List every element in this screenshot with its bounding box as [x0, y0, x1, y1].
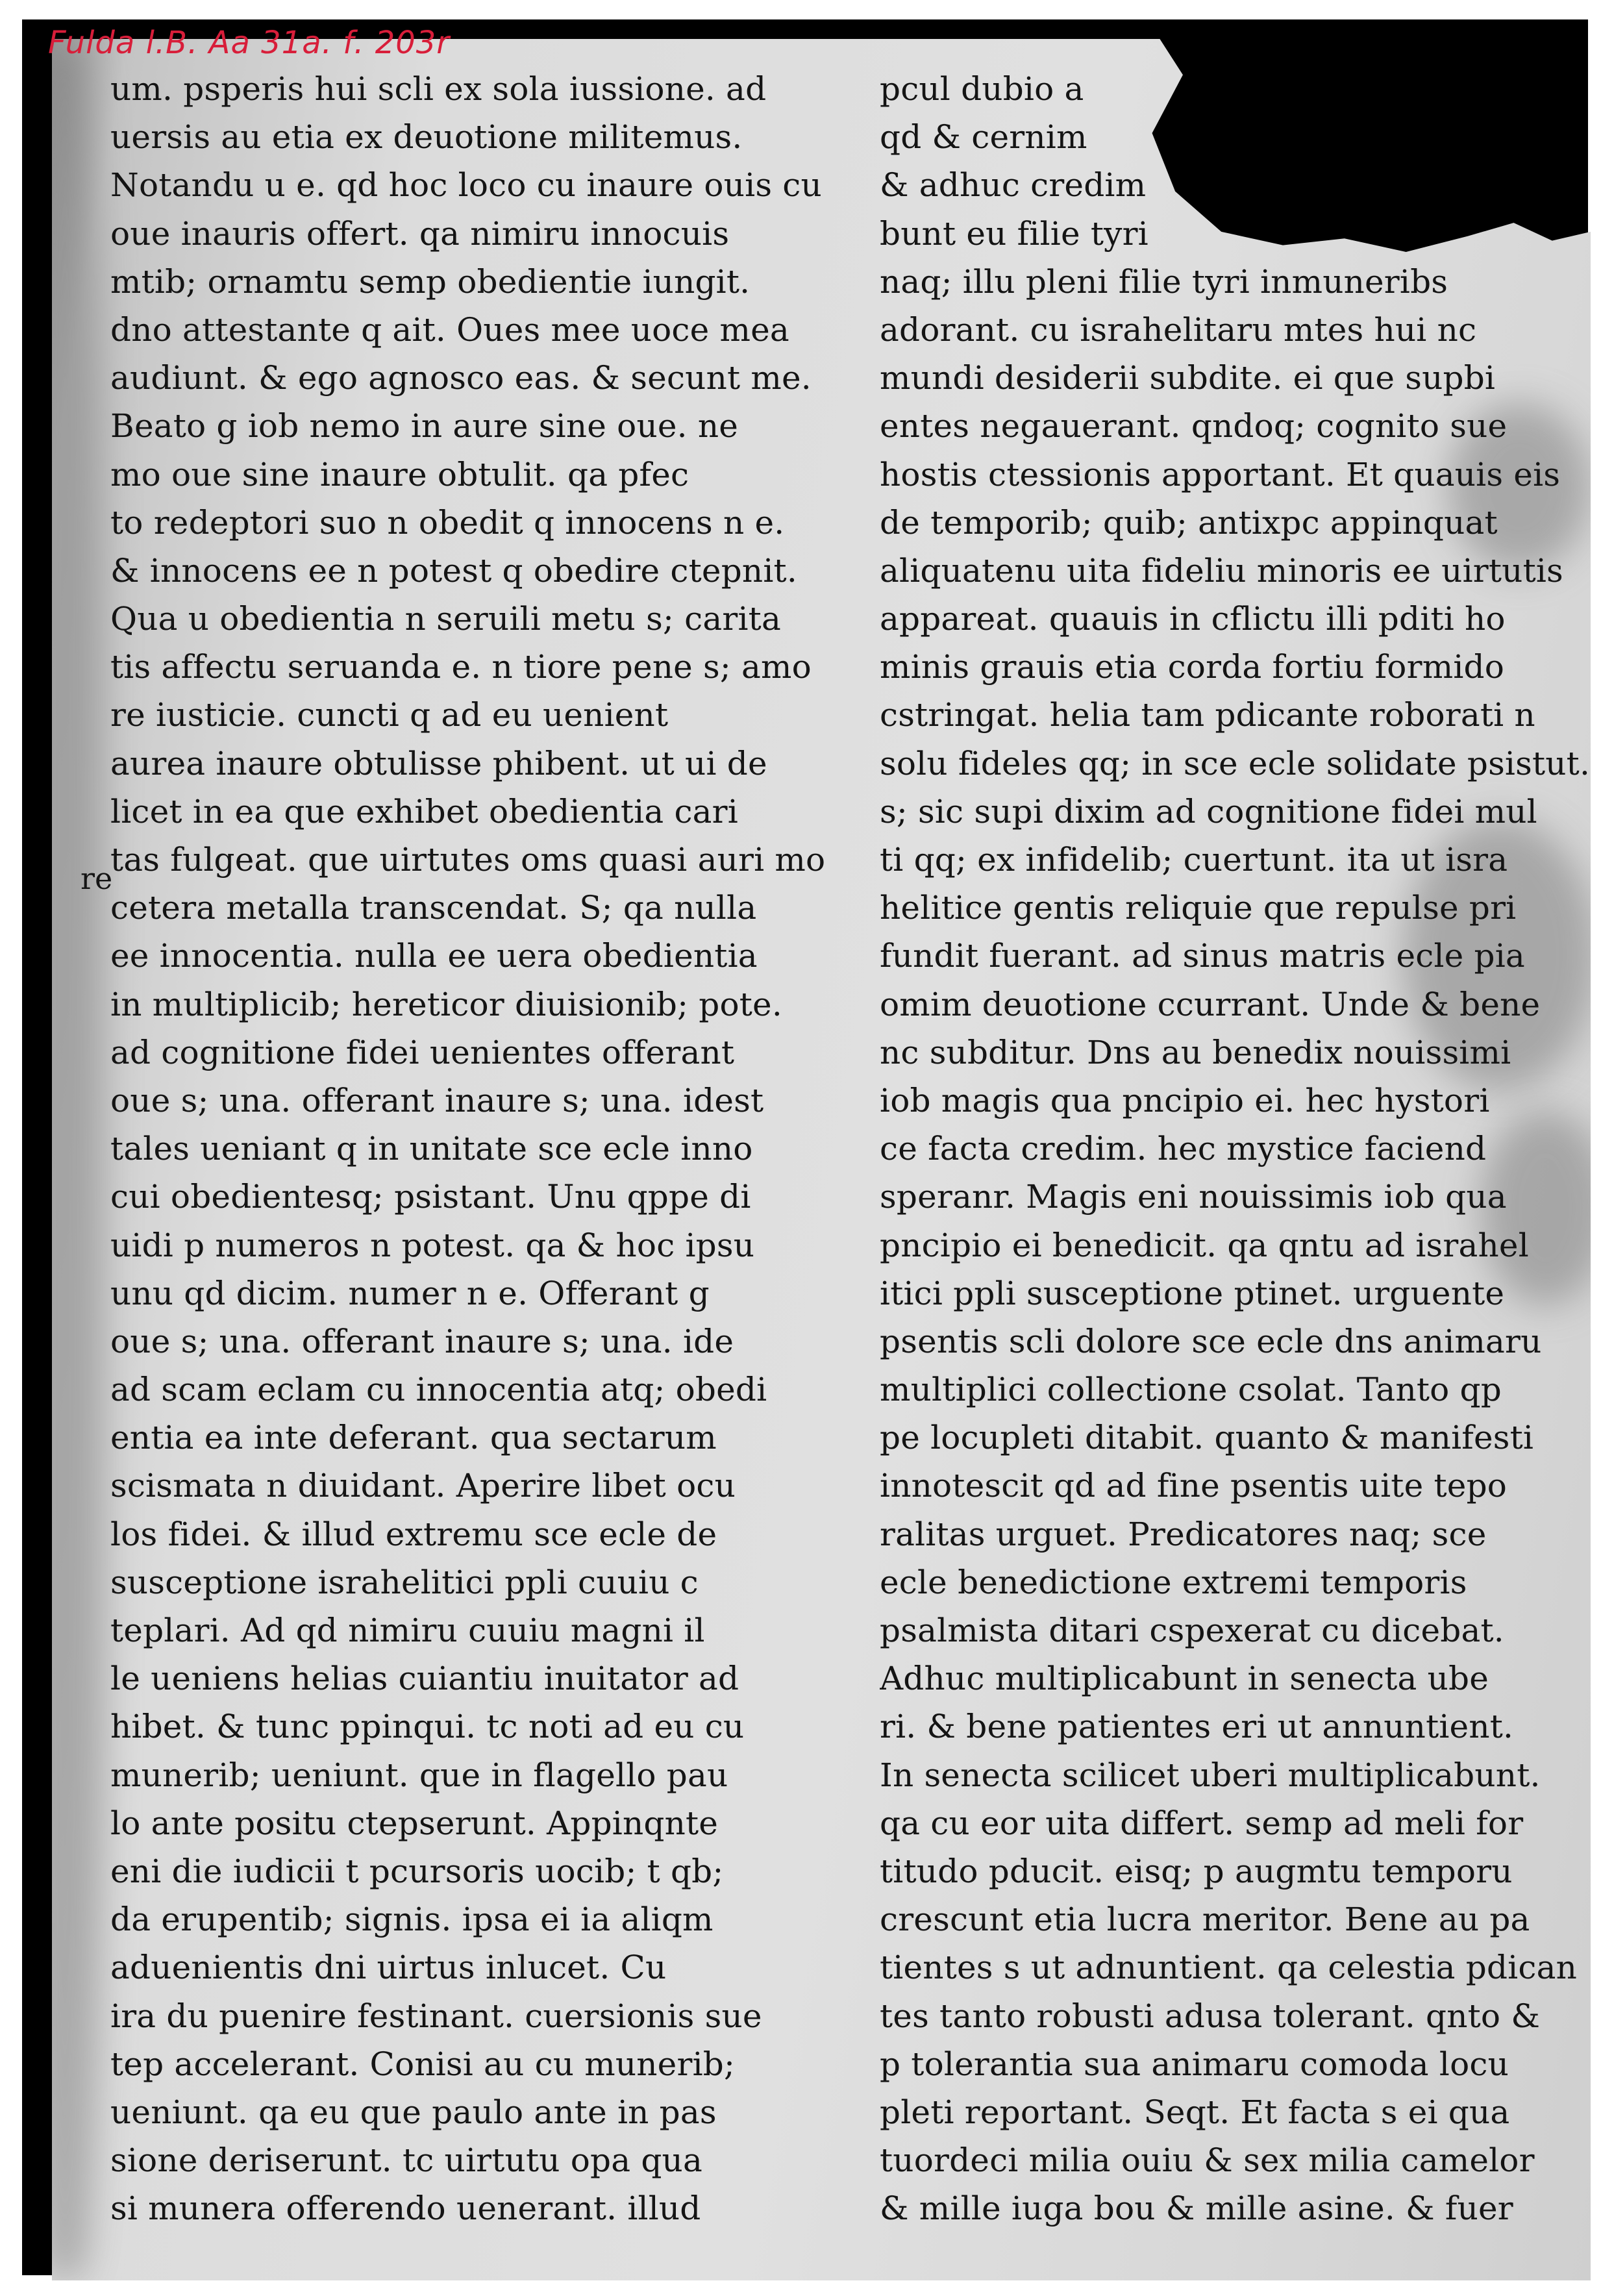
text-line: tas fulgeat. que uirtutes oms quasi auri mo [110, 841, 826, 879]
text-line: psalmista ditari cspexerat cu dicebat. [880, 1612, 1504, 1649]
text-line: licet in ea que exhibet obedientia cari [110, 792, 738, 830]
text-line: p tolerantia sua animaru comoda locu [880, 2045, 1509, 2083]
text-line: cetera metalla transcendat. S; qa nulla [110, 889, 757, 927]
text-line: titudo pducit. eisq; p augmtu temporu [880, 1852, 1513, 1890]
text-line: re iusticie. cuncti q ad eu uenient [110, 696, 669, 734]
text-line: psentis scli dolore sce ecle dns animaru [880, 1322, 1542, 1360]
text-line: oue inauris offert. qa nimiru innocuis [110, 214, 730, 253]
text-line: cstringat. helia tam pdicante roborati n [880, 696, 1535, 734]
text-line: qd & cernim [880, 118, 1087, 156]
text-line: in multiplicib; hereticor diuisionib; pote. [110, 985, 782, 1023]
text-line: entes negauerant. qndoq; cognito sue [880, 407, 1508, 445]
text-line: si munera offerendo uenerant. illud [110, 2190, 701, 2228]
text-line: ad scam eclam cu innocentia atq; obedi [110, 1371, 767, 1409]
text-line: & adhuc credim [880, 166, 1147, 205]
text-line: helitice gentis reliquie que repulse pri [880, 889, 1517, 927]
text-line: & mille iuga bou & mille asine. & fuer [880, 2190, 1513, 2228]
text-line: los fidei. & illud extremu sce ecle de [110, 1515, 717, 1553]
text-line: ira du puenire festinant. cuersionis sue [110, 1997, 762, 2035]
margin-note: re [81, 861, 113, 896]
text-line: mtib; ornamtu semp obedientie iungit. [110, 262, 751, 301]
text-line: to redeptori suo n obedit q innocens n e. [110, 503, 785, 542]
text-line: qa cu eor uita differt. semp ad meli for [880, 1804, 1524, 1842]
text-line: ralitas urguet. Predicatores naq; sce [880, 1515, 1487, 1553]
text-line: pleti reportant. Seqt. Et facta s ei qua [880, 2093, 1510, 2131]
text-line: lo ante positu ctepserunt. Appinqnte [110, 1804, 719, 1842]
text-line: unu qd dicim. numer n e. Offerant g [110, 1274, 710, 1312]
text-line: ee innocentia. nulla ee uera obedientia [110, 937, 758, 975]
text-line: adorant. cu israhelitaru mtes hui nc [880, 310, 1477, 349]
text-line: multiplici collectione csolat. Tanto qp [880, 1371, 1502, 1409]
text-line: speranr. Magis eni nouissimis iob qua [880, 1178, 1507, 1216]
text-line: oue s; una. offerant inaure s; una. idest [110, 1081, 764, 1119]
left-text-column [110, 65, 838, 2232]
text-line: entia ea inte deferant. qua sectarum [110, 1419, 717, 1457]
text-line: tuordeci milia ouiu & sex milia camelor [880, 2141, 1535, 2180]
text-line: mundi desiderii subdite. ei que supbi [880, 359, 1496, 397]
text-line: ce facta credim. hec mystice faciend [880, 1130, 1487, 1168]
text-line: eni die iudicii t pcursoris uocib; t qb; [110, 1852, 724, 1890]
text-line: nc subditur. Dns au benedix nouissimi [880, 1033, 1511, 1071]
text-line: aliquatenu uita fideliu minoris ee uirtutis [880, 551, 1563, 590]
text-line: audiunt. & ego agnosco eas. & secunt me. [110, 359, 812, 397]
text-line: sione deriserunt. tc uirtutu opa qua [110, 2141, 702, 2180]
water-stain [26, 39, 104, 2279]
text-line: teplari. Ad qd nimiru cuuiu magni il [110, 1612, 705, 1649]
text-line: ecle benedictione extremi temporis [880, 1563, 1467, 1601]
text-line: aduenientis dni uirtus inlucet. Cu [110, 1949, 667, 1987]
text-line: omim deuotione ccurrant. Unde & bene [880, 985, 1541, 1023]
text-line: aurea inaure obtulisse phibent. ut ui de [110, 744, 767, 782]
text-line: bunt eu filie tyri [880, 214, 1148, 253]
text-line: crescunt etia lucra meritor. Bene au pa [880, 1901, 1530, 1939]
text-line: de temporib; quib; antixpc appinquat [880, 503, 1498, 542]
text-line: ad cognitione fidei uenientes offerant [110, 1033, 735, 1071]
text-line: Notandu u e. qd hoc loco cu inaure ouis cu [110, 166, 822, 205]
text-line: hostis ctessionis apportant. Et quauis eis [880, 455, 1561, 493]
text-line: ri. & bene patientes eri ut annuntient. [880, 1708, 1514, 1746]
text-line: Beato g iob nemo in aure sine oue. ne [110, 407, 739, 445]
text-line: tes tanto robusti adusa tolerant. qnto & [880, 1997, 1541, 2035]
text-line: tientes s ut adnuntient. qa celestia pdican [880, 1949, 1577, 1987]
text-line: naq; illu pleni filie tyri inmuneribs [880, 262, 1448, 301]
text-line: s; sic supi dixim ad cognitione fidei mul [880, 792, 1537, 830]
text-line: iob magis qua pncipio ei. hec hystori [880, 1081, 1490, 1119]
text-line: appareat. quauis in cflictu illi pditi ho [880, 600, 1506, 638]
text-line: pe locupleti ditabit. quanto & manifesti [880, 1419, 1534, 1457]
text-line: munerib; ueniunt. que in flagello pau [110, 1756, 728, 1794]
text-line: pcul dubio a [880, 70, 1084, 108]
text-line: susceptione israhelitici ppli cuuiu c [110, 1563, 699, 1601]
text-line: itici ppli susceptione ptinet. urguente [880, 1274, 1505, 1312]
text-line: tep accelerant. Conisi au cu munerib; [110, 2045, 736, 2083]
text-line: ti qq; ex infidelib; cuertunt. ita ut isra [880, 841, 1508, 879]
text-line: Qua u obedientia n seruili metu s; carita [110, 600, 781, 638]
shelfmark-annotation: Fulda l.B. Aa 31a. f. 203r [48, 25, 451, 61]
text-line: uersis au etia ex deuotione militemus. [110, 118, 743, 156]
text-line: fundit fuerant. ad sinus matris ecle pia [880, 937, 1525, 975]
text-line: mo oue sine inaure obtulit. qa pfec [110, 455, 689, 493]
text-line: & innocens ee n potest q obedire ctepnit. [110, 551, 797, 590]
text-line: cui obedientesq; psistant. Unu qppe di [110, 1178, 751, 1216]
text-line: minis grauis etia corda fortiu formido [880, 648, 1505, 686]
text-line: le ueniens helias cuiantiu inuitator ad [110, 1660, 739, 1698]
text-line: solu fideles qq; in sce ecle solidate psistut. [880, 744, 1591, 782]
text-line: dno attestante q ait. Oues mee uoce mea [110, 310, 789, 349]
text-line: oue s; una. offerant inaure s; una. ide [110, 1322, 734, 1360]
text-line: da erupentib; signis. ipsa ei ia aliqm [110, 1901, 714, 1939]
text-line: Adhuc multiplicabunt in senecta ube [880, 1660, 1489, 1698]
text-line: ueniunt. qa eu que paulo ante in pas [110, 2093, 717, 2131]
text-line: pncipio ei benedicit. qa qntu ad israhel [880, 1226, 1529, 1264]
text-line: innotescit qd ad fine psentis uite tepo [880, 1467, 1508, 1505]
text-line: scismata n diuidant. Aperire libet ocu [110, 1467, 736, 1505]
text-line: uidi p numeros n potest. qa & hoc ipsu [110, 1226, 755, 1264]
text-line: In senecta scilicet uberi multiplicabunt. [880, 1756, 1541, 1794]
text-line: um. psperis hui scli ex sola iussione. ad [110, 70, 767, 108]
right-text-column [880, 65, 1600, 2232]
text-line: hibet. & tunc ppinqui. tc noti ad eu cu [110, 1708, 745, 1746]
text-line: tales ueniant q in unitate sce ecle inno [110, 1130, 753, 1168]
text-line: tis affectu seruanda e. n tiore pene s; amo [110, 648, 812, 686]
